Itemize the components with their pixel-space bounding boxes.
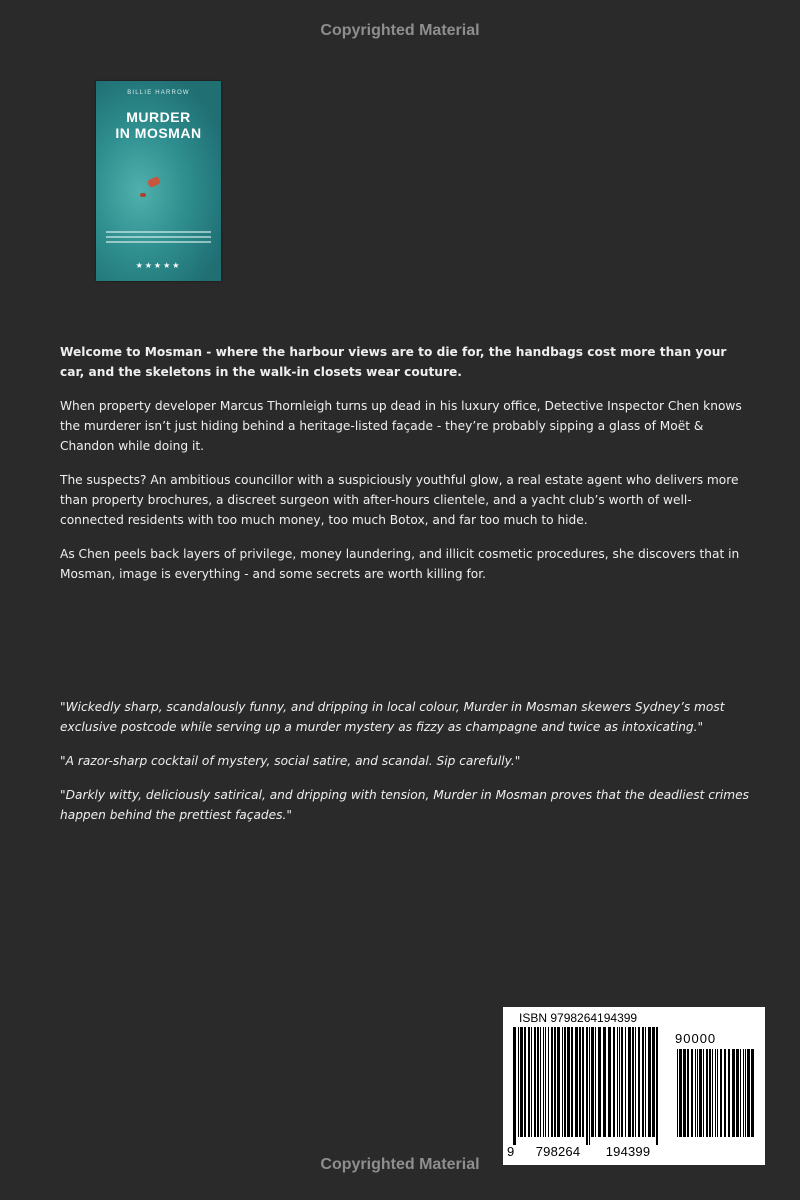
review-quote: "Wickedly sharp, scandalously funny, and dripping in local colour, Murder in Mosman skewers Sydney’s most exclusive postcode while serving up a murder mystery as fizzy as champagne and twice as intoxicating." — [60, 700, 725, 734]
synopsis-paragraph-2: The suspects? An ambitious councillor with a suspiciously youthful glow, a real estate agent who delivers more than property brochures, a discreet surgeon with after-hours clientele, and a yacht club’s worth of well-connected residents with too much money, too much Botox, and far too much to hide. — [60, 473, 739, 527]
barcode-digit-first: 9 — [507, 1144, 515, 1159]
isbn-barcode — [503, 1007, 765, 1165]
barcode-bars — [511, 1027, 661, 1145]
review-quote: "A razor-sharp cocktail of mystery, social satire, and scandal. Sip carefully." — [60, 754, 521, 768]
cover-rating-stars: ★★★★★ — [135, 261, 182, 270]
review-quotes — [60, 697, 750, 839]
cover-blurb-lines — [106, 231, 211, 249]
cover-swimmer-figure — [147, 176, 161, 188]
barcode-digits-left: 798264 — [535, 1144, 581, 1159]
synopsis-paragraph-3: As Chen peels back layers of privilege, money laundering, and illicit cosmetic procedures, she discovers that in Mosman, image is everything - and some secrets are worth killing for. — [60, 547, 740, 581]
review-quote: "Darkly witty, deliciously satirical, and dripping with tension, Murder in Mosman proves that the deadliest crimes happen behind the prettiest façades." — [60, 788, 750, 822]
copyright-watermark-top: Copyrighted Material — [320, 22, 480, 39]
cover-title — [96, 109, 221, 141]
cover-author: BILLIE HARROW — [127, 90, 190, 96]
book-cover-thumbnail — [96, 81, 221, 281]
cover-title-line1: MURDER — [126, 109, 191, 125]
cover-swimmer-detail — [140, 193, 146, 197]
barcode-addon-bars — [675, 1049, 757, 1145]
copyright-watermark-bottom: Copyrighted Material — [320, 1156, 480, 1173]
synopsis-lead: Welcome to Mosman - where the harbour views are to die for, the handbags cost more than your car, and the skeletons in the walk-in closets wear couture. — [60, 345, 727, 379]
synopsis-paragraph-1: When property developer Marcus Thornleigh turns up dead in his luxury office, Detective Inspector Chen knows the murderer isn’t just hiding behind a heritage-listed façade - they’re probably sipping a glass of Moët & Chandon while doing it. — [60, 399, 742, 453]
barcode-digits-right: 194399 — [605, 1144, 651, 1159]
isbn-label: ISBN 9798264194399 — [519, 1011, 638, 1025]
cover-title-line2: IN MOSMAN — [115, 125, 202, 141]
synopsis — [60, 342, 750, 598]
price-code: 90000 — [675, 1031, 717, 1046]
